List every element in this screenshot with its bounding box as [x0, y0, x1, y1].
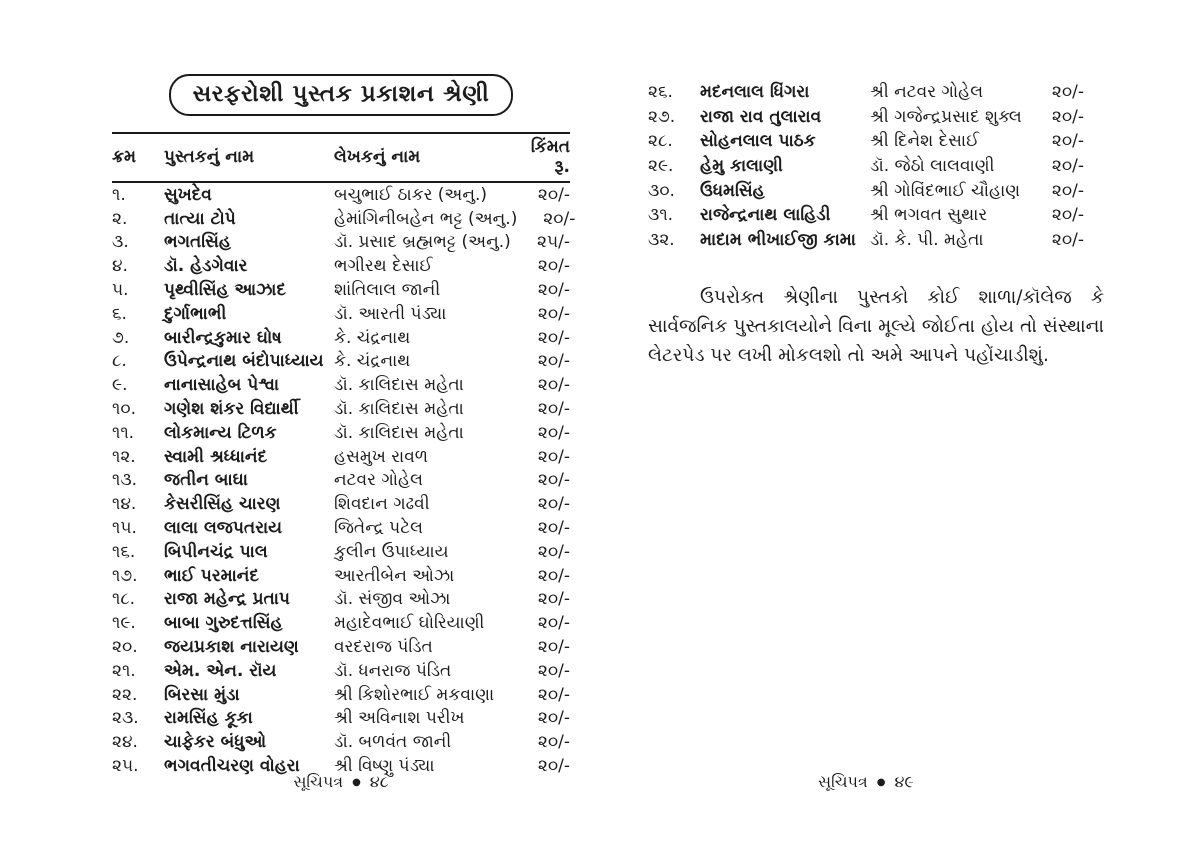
serial-cell: ૧૨.	[112, 446, 136, 467]
serial-cell: ૨૭.	[648, 106, 676, 127]
book-name-cell: કેસરીસિંહ ચારણ	[164, 494, 281, 515]
catalog-row	[112, 588, 570, 612]
serial-cell: ૨૫.	[112, 756, 139, 777]
serial-cell: ૧૧.	[112, 422, 135, 443]
footer-right	[648, 770, 1084, 794]
author-cell: જિતેન્દ્ર પટેલ	[334, 518, 423, 539]
author-cell: હસમુખ રાવળ	[334, 446, 429, 467]
catalog-row	[648, 154, 1084, 179]
price-cell: ૨૦/-	[537, 637, 570, 658]
author-cell: શ્રી અવિનાશ પરીખ	[334, 708, 465, 729]
catalog-row	[112, 302, 570, 326]
serial-cell: ૨૬.	[648, 82, 673, 103]
table-body-left	[112, 183, 576, 778]
author-cell: આરતીબેન ઓઝા	[334, 565, 455, 586]
author-cell: ડૉ. કાલિદાસ મહેતા	[334, 399, 464, 420]
author-cell: ડૉ. આરતી પંડ્યા	[334, 303, 447, 324]
author-cell: નટવર ગોહેલ	[334, 470, 423, 491]
author-cell: શ્રી ગોવિંદભાઈ ચૌહાણ	[870, 180, 1021, 201]
book-name-cell: ઉપેન્દ્રનાથ બંદોપાધ્યાય	[164, 351, 324, 372]
price-cell: ૨૦/-	[1051, 106, 1084, 127]
book-name-cell: ભગતસિંહ	[164, 232, 231, 253]
price-cell: ૨૦/-	[537, 470, 570, 491]
series-title: સરફરોશી પુસ્તક પ્રકાશન શ્રેણી	[169, 74, 514, 116]
book-name-cell: રાજા રાવ તુલારાવ	[700, 106, 822, 127]
serial-cell: ૨૩.	[112, 708, 139, 729]
serial-cell: ૭.	[112, 327, 130, 348]
book-name-cell: લોકમાન્ય ટિળક	[164, 422, 277, 443]
book-catalog-table-left	[112, 132, 576, 778]
price-cell: ૨૦/-	[537, 541, 570, 562]
price-cell: ૨૦/-	[537, 708, 570, 729]
catalog-row	[112, 397, 570, 421]
author-cell: શિવદાન ગઢવી	[334, 494, 430, 515]
serial-cell: ૩૦.	[648, 180, 675, 201]
bullet-icon: ●	[876, 777, 886, 788]
serial-cell: ૩૧.	[648, 205, 674, 226]
book-name-cell: રાજેન્દ્રનાથ લાહિડી	[700, 205, 831, 226]
catalog-row	[112, 421, 570, 445]
price-cell: ૨૦/-	[537, 184, 570, 205]
book-name-cell: પૃથ્વીસિંહ આઝાદ	[164, 280, 286, 301]
serial-cell: ૩.	[112, 232, 129, 253]
catalog-row	[648, 129, 1084, 154]
price-cell: ૨૦/-	[1051, 82, 1084, 103]
book-name-cell: ડૉ. હેડગેવાર	[164, 256, 248, 277]
header-author-name: લેખકનું નામ	[334, 147, 421, 167]
serial-cell: ૪.	[112, 256, 128, 277]
serial-cell: ૨.	[112, 208, 128, 229]
serial-cell: ૨૦.	[112, 637, 138, 658]
price-cell: ૨૦/-	[537, 613, 570, 634]
author-cell: મહાદેવભાઈ ઘોરિયાણી	[334, 613, 485, 634]
catalog-row	[112, 373, 570, 397]
book-name-cell: ભાઈ પરમાનંદ	[164, 565, 259, 586]
serial-cell: ૧.	[112, 184, 126, 205]
author-cell: ડૉ. કે. પી. મહેતા	[870, 229, 984, 250]
price-cell: ૨૦/-	[537, 375, 570, 396]
catalog-row	[648, 203, 1084, 228]
catalog-row	[112, 683, 570, 707]
author-cell: ભગીરથ દેસાઈ	[334, 256, 433, 277]
book-name-cell: બિપીનચંદ્ર પાલ	[164, 541, 268, 562]
table-body-right	[648, 80, 1084, 252]
serial-cell: ૧૭.	[112, 565, 138, 586]
footer-right-label: સૂચિપત્ર	[818, 772, 868, 791]
price-cell: ૨૦/-	[537, 399, 570, 420]
price-cell: ૨૦/-	[1051, 229, 1084, 250]
book-name-cell: હેમુ કાલાણી	[700, 156, 783, 177]
book-name-cell: બારીન્દ્રકુમાર ઘોષ	[164, 327, 282, 348]
book-name-cell: સુખદેવ	[164, 184, 212, 205]
author-cell: કે. ચંદ્રનાથ	[334, 351, 411, 372]
author-cell: શાંતિલાલ જાની	[334, 280, 441, 301]
price-cell: ૨૦/-	[543, 208, 576, 229]
catalog-row	[112, 469, 570, 493]
serial-cell: ૧૦.	[112, 399, 136, 420]
serial-cell: ૫.	[112, 280, 129, 301]
serial-cell: ૧૪.	[112, 494, 137, 515]
book-name-cell: રાજા મહેન્દ્ર પ્રતાપ	[164, 589, 290, 610]
serial-cell: ૯.	[112, 375, 128, 396]
free-copy-note: ઉપરોક્ત શ્રેણીના પુસ્તકો કોઈ શાળા/કૉલેજ કે સાર્વજનિક પુસ્તકાલયોને વિના મૂલ્યે જોઈતા હોય તો સંસ્થાના લેટરપેડ પર લખી મોકલશો તો અમે આપને પહોંચાડીશું.	[648, 287, 1104, 366]
price-cell: ૨૦/-	[1051, 131, 1084, 152]
catalog-row	[112, 445, 570, 469]
book-name-cell: એમ. એન. રૉય	[164, 660, 277, 681]
catalog-row	[112, 254, 570, 278]
catalog-row	[112, 611, 570, 635]
catalog-row	[112, 326, 570, 350]
book-name-cell: દુર્ગાભાભી	[164, 303, 227, 324]
catalog-row	[112, 564, 570, 588]
catalog-row	[112, 207, 576, 231]
book-name-cell: મદનલાલ ધિંગરા	[700, 82, 810, 103]
footer-right-page-number: ૪૯	[894, 772, 914, 791]
right-page	[648, 80, 1104, 389]
catalog-row	[112, 635, 570, 659]
author-cell: બચુભાઈ ઠાકર (અનુ.)	[334, 184, 488, 205]
author-cell: ડૉ. સંજીવ ઓઝા	[334, 589, 451, 610]
book-name-cell: તાત્યા ટોપે	[164, 208, 236, 229]
book-name-cell: જતીન બાઘા	[164, 470, 248, 491]
author-cell: હેમાંગિનીબહેન ભટ્ટ (અનુ.)	[334, 208, 518, 229]
price-cell: ૨૫/-	[536, 232, 570, 253]
book-catalog-table-right	[648, 80, 1084, 252]
price-cell: ૨૦/-	[537, 280, 570, 301]
catalog-row	[112, 540, 570, 564]
price-cell: ૨૦/-	[1051, 156, 1084, 177]
catalog-row	[112, 707, 570, 731]
book-name-cell: ઉધમસિંહ	[700, 180, 765, 201]
author-cell: ડૉ. ધનરાજ પંડિત	[334, 660, 452, 681]
author-cell: ડૉ. જેઠો લાલવાણી	[870, 156, 995, 177]
price-cell: ૨૦/-	[537, 660, 570, 681]
serial-cell: ૬.	[112, 303, 127, 324]
footer-left-page-number: ૪૮	[369, 772, 389, 791]
serial-cell: ૨૮.	[648, 131, 673, 152]
catalog-row	[648, 105, 1084, 130]
author-cell: શ્રી નટવર ગોહેલ	[870, 82, 984, 103]
price-cell: ૨૦/-	[537, 422, 570, 443]
serial-cell: ૧૩.	[112, 470, 138, 491]
book-name-cell: સ્વામી શ્રધ્ધાનંદ	[164, 446, 268, 467]
author-cell: ડૉ. કાલિદાસ મહેતા	[334, 375, 464, 396]
price-cell: ૨૦/-	[537, 589, 570, 610]
book-name-cell: સોહનલાલ પાઠક	[700, 131, 816, 152]
serial-cell: ૨૯.	[648, 156, 674, 177]
catalog-row	[112, 278, 570, 302]
catalog-row	[648, 228, 1084, 253]
book-name-cell: રામસિંહ કૂકા	[164, 708, 253, 729]
author-cell: શ્રી દિનેશ દેસાઈ	[870, 131, 980, 152]
catalog-row	[112, 231, 570, 255]
price-cell: ૨૦/-	[1051, 180, 1084, 201]
header-serial: ક્રમ	[112, 147, 137, 167]
catalog-row	[648, 80, 1084, 105]
author-cell: ડૉ. બળવંત જાની	[334, 732, 452, 753]
catalog-row	[112, 730, 570, 754]
header-price: કિંમત રૂ.	[530, 137, 570, 177]
serial-cell: ૩૨.	[648, 229, 675, 250]
serial-cell: ૨૨.	[112, 684, 138, 705]
author-cell: વરદરાજ પંડિત	[334, 637, 433, 658]
price-cell: ૨૦/-	[537, 732, 570, 753]
serial-cell: ૨૪.	[112, 732, 138, 753]
price-cell: ૨૦/-	[537, 327, 570, 348]
book-name-cell: ચાફેકર બંધુઓ	[164, 732, 267, 753]
footer-left-label: સૂચિપત્ર	[293, 772, 344, 791]
serial-cell: ૧૮.	[112, 589, 136, 610]
book-name-cell: ગણેશ શંકર વિદ્યાર્થી	[164, 399, 299, 420]
book-name-cell: બાબા ગુરુદત્તસિંહ	[164, 613, 283, 634]
left-page	[112, 74, 576, 778]
price-cell: ૨૦/-	[537, 446, 570, 467]
bullet-icon: ●	[352, 777, 361, 788]
catalog-row	[112, 350, 570, 374]
book-name-cell: બિરસા મુંડા	[164, 684, 240, 705]
author-cell: શ્રી ગજેન્દ્રપ્રસાદ શુક્લ	[870, 106, 1022, 127]
catalog-row	[112, 492, 570, 516]
catalog-row	[112, 516, 570, 540]
catalog-row	[112, 183, 570, 207]
book-name-cell: જયપ્રકાશ નારાયણ	[164, 637, 299, 658]
book-name-cell: માદામ ભીખાઈજી કામા	[700, 229, 856, 250]
author-cell: શ્રી કિશોરભાઈ મકવાણા	[334, 684, 495, 705]
price-cell: ૨૦/-	[537, 494, 570, 515]
book-name-cell: લાલા લજપતરાય	[164, 518, 283, 539]
catalog-row	[648, 178, 1084, 203]
price-cell: ૨૦/-	[537, 256, 570, 277]
price-cell: ૨૦/-	[537, 756, 570, 777]
price-cell: ૨૦/-	[537, 565, 570, 586]
serial-cell: ૨૧.	[112, 660, 136, 681]
price-cell: ૨૦/-	[537, 684, 570, 705]
author-cell: શ્રી ભગવત સુથાર	[870, 205, 988, 226]
serial-cell: ૧૯.	[112, 613, 136, 634]
footer-left	[112, 770, 570, 794]
book-name-cell: નાનાસાહેબ પેશ્વા	[164, 375, 280, 396]
author-cell: ડૉ. પ્રસાદ બ્રહ્મભટ્ટ (અનુ.)	[334, 232, 511, 253]
price-cell: ૨૦/-	[537, 518, 570, 539]
price-cell: ૨૦/-	[1051, 205, 1084, 226]
serial-cell: ૮.	[112, 351, 127, 372]
author-cell: શ્રી વિષ્ણુ પંડ્યા	[334, 756, 435, 777]
serial-cell: ૧૬.	[112, 541, 136, 562]
catalog-row	[112, 659, 570, 683]
serial-cell: ૧૫.	[112, 518, 137, 539]
header-book-name: પુસ્તકનું નામ	[164, 147, 255, 167]
book-name-cell: ભગવતીચરણ વોહરા	[164, 756, 300, 777]
author-cell: ડૉ. કાલિદાસ મહેતા	[334, 422, 464, 443]
price-cell: ૨૦/-	[537, 351, 570, 372]
author-cell: કે. ચંદ્રનાથ	[334, 327, 411, 348]
table-header-row	[112, 134, 570, 183]
author-cell: કુલીન ઉપાધ્યાય	[334, 541, 449, 562]
price-cell: ૨૦/-	[537, 303, 570, 324]
